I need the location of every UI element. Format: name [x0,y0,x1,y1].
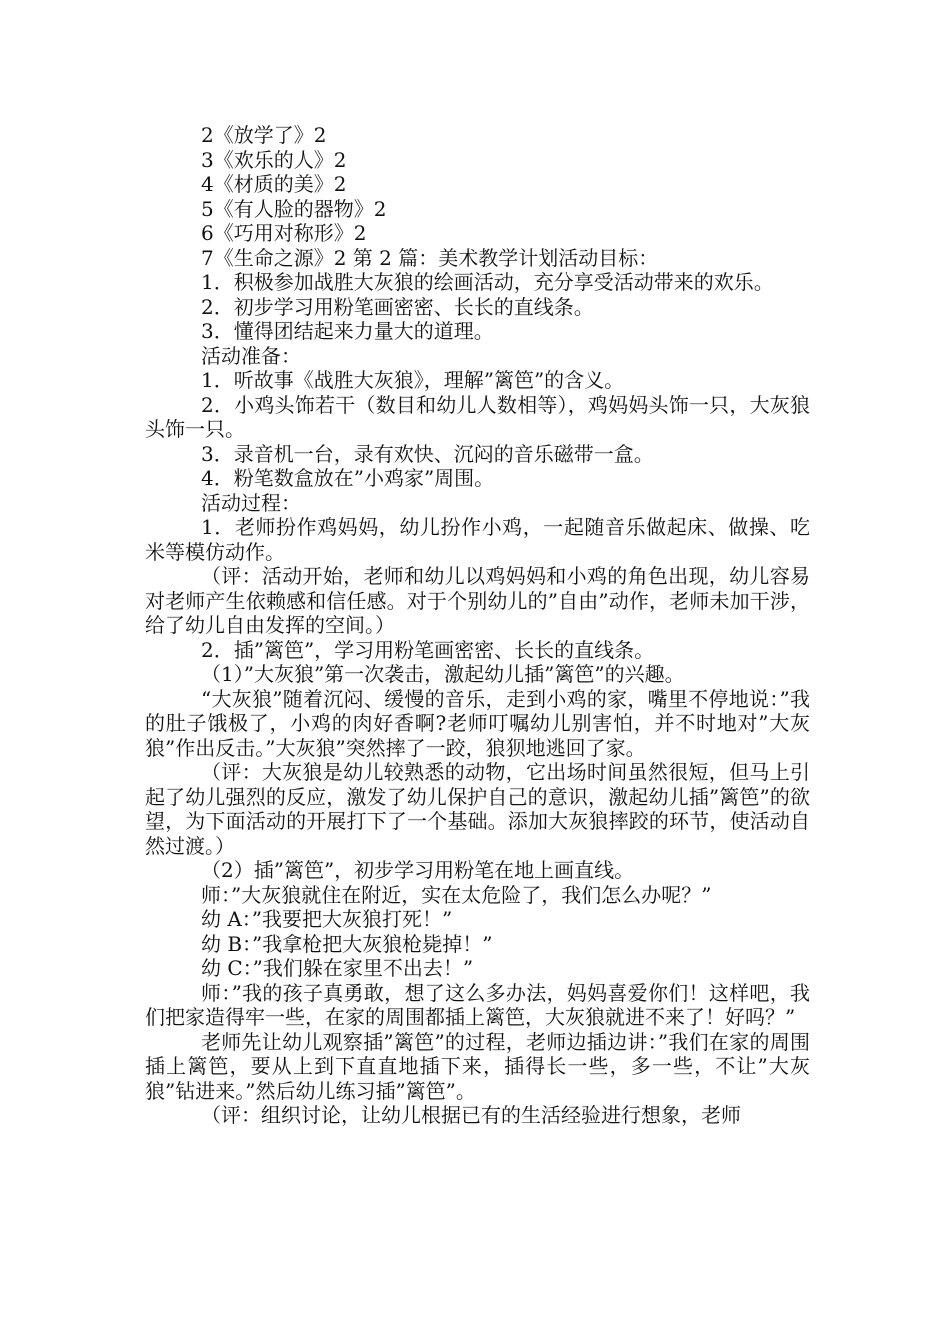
paragraph: （2）插”篱笆”，初步学习用粉笔在地上画直线。 [201,858,635,882]
paragraph: （评：大灰狼是幼儿较熟悉的动物，它出场时间虽然很短，但马上引起了幼儿强烈的反应，激发了幼儿保护自己的意识，激起幼儿插”篱笆”的欲望，为下面活动的开展打下了一个基础。添加大灰狼摔跤的环节，使活动自然过渡。） [145,760,810,858]
paragraph: 2《放学了》2 [201,123,327,147]
paragraph: 老师先让幼儿观察插”篱笆”的过程，老师边插边讲：”我们在家的周围插上篱笆，要从上到下直直地插下来，插得长一些，多一些，不让”大灰狼”钻进来。”然后幼儿练习插”篱笆”。 [145,1029,810,1103]
paragraph: 幼 C：”我们躲在家里不出去！” [201,956,474,980]
paragraph: 5《有人脸的器物》2 [201,196,387,221]
paragraph: 活动准备： [201,343,301,368]
paragraph: 1．听故事《战胜大灰狼》，理解”篱笆”的含义。 [201,368,625,392]
paragraph: “大灰狼”随着沉闷、缓慢的音乐，走到小鸡的家，嘴里不停地说：”我的肚子饿极了，小鸡的肉好香啊?老师叮嘱幼儿别害怕，并不时地对”大灰狼”作出反击。”大灰狼”突然摔了一跤，狼狈地逃回了家。 [145,686,810,760]
paragraph: 师：”我的孩子真勇敢，想了这么多办法，妈妈喜爱你们！这样吧，我们把家造得牢一些，在家的周围都插上篱笆，大灰狼就进不来了！好吗？” [145,980,810,1029]
paragraph: 3．录音机一台，录有欢快、沉闷的音乐磁带一盒。 [201,441,654,466]
paragraph: 2．插”篱笆”，学习用粉笔画密密、长长的直线条。 [201,637,655,662]
paragraph: 2．初步学习用粉笔画密密、长长的直线条。 [201,294,594,319]
paragraph: 4《材质的美》2 [201,172,347,196]
paragraph: 2．小鸡头饰若干（数目和幼儿人数相等），鸡妈妈头饰一只，大灰狼头饰一只。 [145,392,810,441]
paragraph: 3《欢乐的人》2 [201,147,347,172]
document-body [145,123,810,1128]
paragraph: （评：活动开始，老师和幼儿以鸡妈妈和小鸡的角色出现，幼儿容易对老师产生依赖感和信任感。对于个别幼儿的”自由”动作，老师未加干涉，给了幼儿自由发挥的空间。） [145,564,810,637]
paragraph: 7《生命之源》2 第 2 篇：美术教学计划活动目标： [201,245,659,270]
paragraph: 4．粉笔数盒放在”小鸡家”周围。 [201,466,495,490]
paragraph: （1）”大灰狼”第一次袭击，激起幼儿插”篱笆”的兴趣。 [201,662,685,686]
paragraph: （评：组织讨论，让幼儿根据已有的生活经验进行想象，老师 [201,1103,741,1127]
paragraph: 活动过程： [201,490,301,515]
paragraph: 6《巧用对称形》2 [201,221,367,245]
paragraph: 3．懂得团结起来力量大的道理。 [201,319,494,343]
paragraph: 幼 B：”我拿枪把大灰狼枪毙掉！” [201,931,493,956]
paragraph: 1．老师扮作鸡妈妈，幼儿扮作小鸡，一起随音乐做起床、做操、吃米等模仿动作。 [145,515,810,564]
paragraph: 师：”大灰狼就住在附近，实在太危险了，我们怎么办呢？” [201,882,712,907]
paragraph: 幼 A：”我要把大灰狼打死！” [201,907,453,931]
paragraph: 1．积极参加战胜大灰狼的绘画活动，充分享受活动带来的欢乐。 [201,270,774,294]
